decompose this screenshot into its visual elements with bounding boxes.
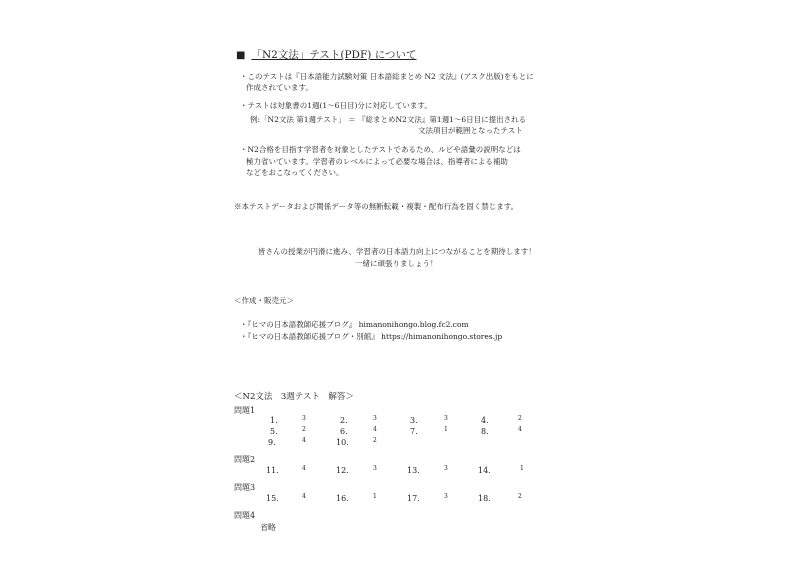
answer-number: 4. bbox=[481, 416, 489, 425]
answer-value: 3 bbox=[444, 415, 448, 422]
answer-value: 2 bbox=[518, 493, 522, 500]
answer-value: 2 bbox=[373, 437, 377, 444]
intro-bullet-2: ・テストは対象書の1週(1～6日目)分に対応しています。 bbox=[240, 101, 432, 110]
answer-number: 16. bbox=[336, 494, 349, 503]
answer-number: 8. bbox=[481, 427, 489, 436]
answer-value: 3 bbox=[444, 493, 448, 500]
answer-number: 18. bbox=[478, 494, 491, 503]
answer-value: 3 bbox=[302, 415, 306, 422]
blog-name: ・『ヒマの日本語教師応援ブログ』 bbox=[240, 320, 357, 329]
title-text: 「N2文法」テスト(PDF) について bbox=[251, 49, 417, 61]
answer-number: 15. bbox=[266, 494, 279, 503]
answer-value: 4 bbox=[302, 465, 306, 472]
intro-bullet-1-line-1: ・このテストは『日本語能力試験対策 日本語総まとめ N2 文法』(アスク出版)をもとに bbox=[240, 72, 534, 81]
problem-3-label: 問題3 bbox=[234, 483, 256, 492]
answer-value: 4 bbox=[302, 493, 306, 500]
answer-value: 3 bbox=[444, 465, 448, 472]
answer-number: 17. bbox=[407, 494, 420, 503]
answer-number: 12. bbox=[336, 466, 349, 475]
answer-number: 11. bbox=[266, 466, 279, 475]
answer-value: 4 bbox=[302, 437, 306, 444]
problem-4-label: 問題4 bbox=[234, 511, 256, 520]
publisher-line-1 bbox=[240, 320, 469, 330]
closing-line-2: 一緒に頑張りましょう！ bbox=[355, 259, 438, 268]
answer-value: 1 bbox=[444, 426, 448, 433]
answer-value: 1 bbox=[520, 465, 524, 472]
answer-number: 7. bbox=[410, 427, 418, 436]
problem-1-label: 問題1 bbox=[234, 406, 256, 415]
answer-number: 1. bbox=[270, 416, 278, 425]
answer-value: 1 bbox=[373, 493, 377, 500]
page-title bbox=[236, 47, 417, 62]
publisher-heading: ＜作成・販売元＞ bbox=[234, 296, 294, 305]
answer-number: 10. bbox=[336, 438, 349, 447]
answer-heading: ＜N2文法 3週テスト 解答＞ bbox=[234, 392, 354, 402]
example-line-1: 例:「N2文法 第1週テスト」 ＝ 『総まとめN2文法』第1週1～6日目に提出される bbox=[250, 115, 527, 124]
answer-value: 4 bbox=[518, 426, 522, 433]
answer-number: 13. bbox=[407, 466, 420, 475]
intro-bullet-1-line-2: 作成されています。 bbox=[246, 83, 313, 92]
closing-line-1: 皆さんの授業が円滑に進み、学習者の日本語力向上につながることを期待します！ bbox=[258, 247, 536, 256]
answer-number: 6. bbox=[340, 427, 348, 436]
square-bullet-icon: ■ bbox=[236, 50, 246, 61]
store-url-link[interactable]: https://himanonihongo.stores.jp bbox=[381, 332, 503, 341]
intro-bullet-3-line-2: 極力省いています。学習者のレベルによって必要な場合は、指導者による補助 bbox=[246, 157, 508, 166]
problem-2-label: 問題2 bbox=[234, 455, 256, 464]
answer-number: 2. bbox=[340, 416, 348, 425]
answer-value: 3 bbox=[373, 415, 377, 422]
blog-url-link[interactable]: himanonihongo.blog.fc2.com bbox=[358, 320, 469, 329]
answer-value: 3 bbox=[373, 465, 377, 472]
answer-number: 3. bbox=[410, 416, 418, 425]
store-name: ・『ヒマの日本語教師応援ブログ・別館』 bbox=[240, 332, 379, 341]
answer-value: 2 bbox=[518, 415, 522, 422]
answer-value: 2 bbox=[302, 426, 306, 433]
answer-value: 4 bbox=[373, 426, 377, 433]
intro-bullet-3-line-1: ・N2合格を目指す学習者を対象としたテストであるため、ルビや語彙の説明などは bbox=[240, 145, 521, 154]
problem-4-note: 省略 bbox=[260, 523, 276, 532]
answer-number: 14. bbox=[478, 466, 491, 475]
publisher-line-2 bbox=[240, 332, 502, 342]
intro-bullet-3-line-3: などをおこなってください。 bbox=[246, 168, 344, 177]
example-line-2: 文法項目が範囲となったテスト bbox=[418, 126, 523, 135]
copyright-notice: ※本テストデータおよび関係データ等の無断転載・複製・配布行為を固く禁じます。 bbox=[234, 202, 519, 211]
answer-number: 5. bbox=[270, 427, 278, 436]
answer-number: 9. bbox=[268, 438, 276, 447]
